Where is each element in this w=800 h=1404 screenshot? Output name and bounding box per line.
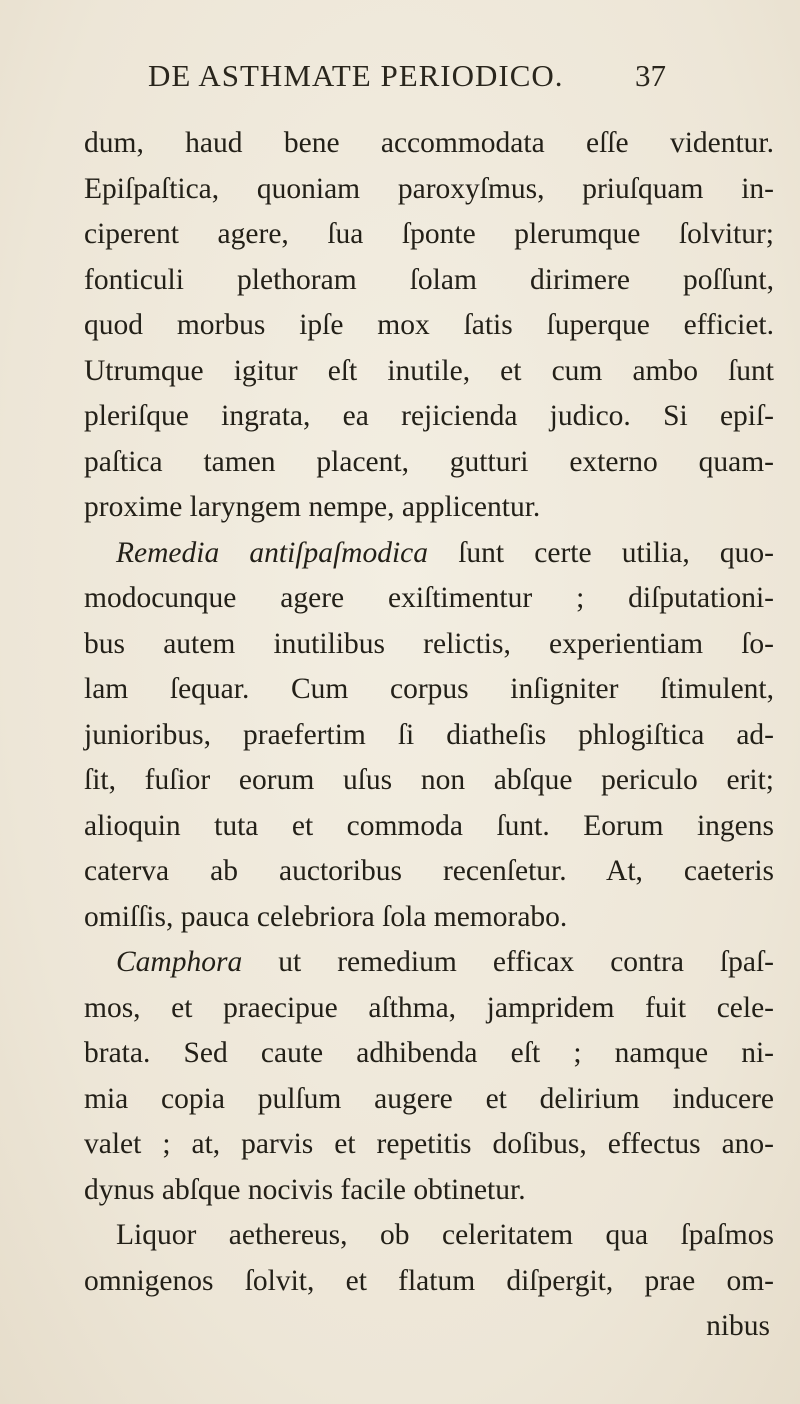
italic-term: Camphora [116,946,243,978]
text-line: caterva ab auctoribus recenſetur. At, caeteris [84,855,774,887]
text-line: bus autem inutilibus relictis, experientiam ſo- [84,627,774,660]
text-line: proxime laryngem nempe, applicentur. [84,491,541,523]
paragraph-start-line: Liquor aethereus, ob celeritatem qua ſpaſmos [116,1219,774,1251]
text-line: mia copia pulſum augere et delirium inducere [84,1082,774,1115]
italic-term: Remedia antiſpaſmodica [116,536,429,569]
text-line: alioquin tuta et commoda ſunt. Eorum ingens [84,809,774,842]
text-line: omnigenos ſolvit, et flatum diſpergit, prae om- [84,1264,774,1297]
text-line: Epiſpaſtica, quoniam paroxyſmus, priuſquam in- [84,172,774,205]
text-line: ſit, fuſior eorum uſus non abſque periculo erit; [84,764,774,796]
text-line: valet ; at, parvis et repetitis doſibus, effectus ano- [84,1128,774,1160]
text-run: ut remedium efficax contra ſpaſ- [242,946,774,978]
running-head: DE ASTHMATE PERIODICO. [148,58,564,93]
text-line: ciperent agere, ſua ſponte plerumque ſolvitur; [84,218,774,250]
text-run: ſunt certe utilia, quo- [428,536,774,569]
text-line: fonticuli plethoram ſolam dirimere poſſunt, [84,263,774,296]
text-line: mos, et praecipue aſthma, jampridem fuit cele- [84,991,774,1024]
text-line: modocunque agere exiſtimentur ; diſputationi- [84,582,774,614]
text-line: dynus abſque nocivis facile obtinetur. [84,1173,526,1206]
text-line: Utrumque igitur eſt inutile, et cum ambo ſunt [84,354,774,387]
text-line: quod morbus ipſe mox ſatis ſuperque efficiet. [84,309,774,341]
text-line: paſtica tamen placent, gutturi externo quam- [84,445,774,478]
text-line: brata. Sed caute adhibenda eſt ; namque ni- [84,1037,774,1069]
body-text [84,121,774,1350]
page-number: 37 [635,58,666,93]
text-line: junioribus, praefertim ſi diatheſis phlogiſtica ad- [84,718,774,751]
text-line: dum, haud bene accommodata eſſe videntur. [84,127,774,159]
text-line: lam ſequar. Cum corpus inſigniter ſtimulent, [84,673,774,705]
text-line: omiſſis, pauca celebriora ſola memorabo. [84,900,568,933]
paragraph-start-line [84,531,774,577]
page-header [0,58,800,98]
paragraph-start-line [84,940,774,986]
text-line: pleriſque ingrata, ea rejicienda judico. Si epiſ- [84,400,774,432]
catchword: nibus [706,1310,770,1342]
